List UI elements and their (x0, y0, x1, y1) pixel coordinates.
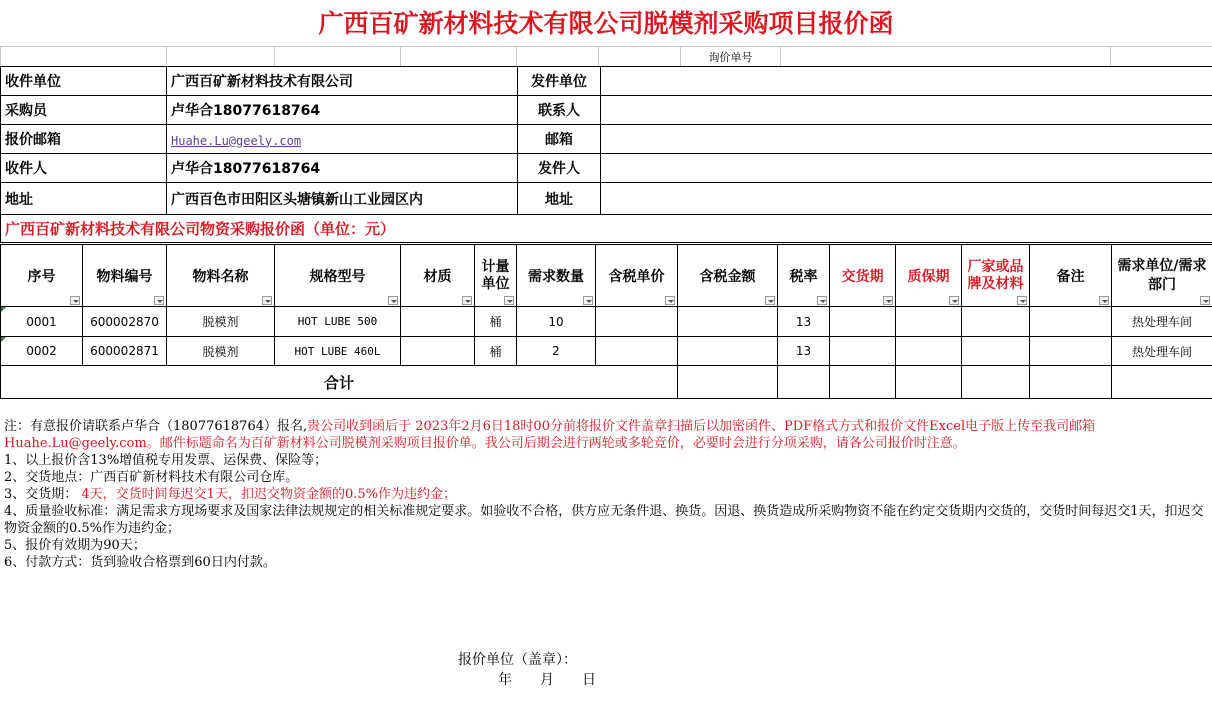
filter-dropdown-icon[interactable] (462, 296, 472, 305)
cell-name[interactable]: 脱模剂 (167, 307, 275, 337)
note-5: 5、报价有效期为90天； (4, 538, 146, 553)
label-recipient: 收件人 (1, 154, 167, 183)
sign-label: 报价单位（盖章）： (458, 652, 577, 668)
label-buyer: 采购员 (1, 96, 167, 125)
header-amount[interactable]: 含税金额 (678, 245, 778, 307)
filter-dropdown-icon[interactable] (949, 296, 959, 305)
inquiry-number-value[interactable] (781, 47, 1111, 67)
cell-warranty[interactable] (896, 337, 962, 366)
cell-material[interactable] (401, 337, 475, 366)
email-link[interactable]: Huahe.Lu@geely.com (171, 133, 302, 148)
label-email: 邮箱 (518, 125, 601, 154)
cell-dept[interactable]: 热处理车间 (1112, 307, 1212, 337)
header-no[interactable]: 序号 (1, 245, 83, 307)
cell-warranty[interactable] (896, 307, 962, 337)
cell-price[interactable] (596, 337, 678, 366)
cell-remark[interactable] (1030, 307, 1112, 337)
cell-code[interactable]: 600002870 (83, 307, 167, 337)
cell-no[interactable]: 0002 (1, 337, 83, 366)
date-label: 年 月 日 (498, 672, 596, 688)
header-name[interactable]: 物料名称 (167, 245, 275, 307)
filter-dropdown-icon[interactable] (504, 296, 514, 305)
section-title: 广西百矿新材料技术有限公司物资采购报价函（单位：元） (1, 215, 1212, 243)
cell-spec[interactable]: HOT LUBE 460L (275, 337, 401, 366)
table-row (1, 307, 1212, 337)
label-address: 地址 (1, 183, 167, 215)
cell-brand[interactable] (962, 307, 1030, 337)
note-3: 3、交货期： 4天，交货时间每迟交1天，扣迟交物资金额的0.5%作为违约金； (4, 487, 456, 502)
note-4: 4、质量验收标准：满足需求方现场要求及国家法律法规规定的相关标准规定要求。如验收不合格，供方应无条件退、换货。因退、换货造成所采购物资不能在约定交货期内交货的，交货时间每迟交1天，扣迟交物资金额的0.5%作为违约金； (4, 504, 1204, 536)
header-warranty[interactable]: 质保期 (896, 245, 962, 307)
label-sender-unit: 发件单位 (518, 67, 601, 96)
value-recipient[interactable]: 卢华合18077618764 (167, 154, 518, 183)
filter-dropdown-icon[interactable] (1017, 296, 1027, 305)
total-label: 合计 (1, 366, 678, 399)
cell-qty[interactable]: 10 (517, 307, 596, 337)
header-remark[interactable]: 备注 (1030, 245, 1112, 307)
value-email[interactable] (601, 125, 1212, 154)
cell-unit[interactable]: 桶 (475, 307, 517, 337)
header-dept[interactable]: 需求单位/需求部门 (1112, 245, 1212, 307)
total-amount[interactable] (678, 366, 778, 399)
filter-dropdown-icon[interactable] (665, 296, 675, 305)
cell-qty[interactable]: 2 (517, 337, 596, 366)
header-material[interactable]: 材质 (401, 245, 475, 307)
filter-dropdown-icon[interactable] (883, 296, 893, 305)
value-address[interactable]: 广西百色市田阳区头塘镇新山工业园区内 (167, 183, 518, 215)
error-indicator-icon (1, 337, 6, 342)
cell-unit[interactable]: 桶 (475, 337, 517, 366)
value-sender-address[interactable] (601, 183, 1212, 215)
value-sender-unit[interactable] (601, 67, 1212, 96)
header-qty[interactable]: 需求数量 (517, 245, 596, 307)
page-title: 广西百矿新材料技术有限公司脱模剂采购项目报价函 (318, 9, 894, 38)
filter-dropdown-icon[interactable] (262, 296, 272, 305)
label-quote-email: 报价邮箱 (1, 125, 167, 154)
filter-dropdown-icon[interactable] (583, 296, 593, 305)
inquiry-row (0, 46, 1212, 67)
value-contact[interactable] (601, 96, 1212, 125)
cell-remark[interactable] (1030, 337, 1112, 366)
cell-dept[interactable]: 热处理车间 (1112, 337, 1212, 366)
filter-dropdown-icon[interactable] (817, 296, 827, 305)
header-code[interactable]: 物料编号 (83, 245, 167, 307)
cell-code[interactable]: 600002871 (83, 337, 167, 366)
filter-dropdown-icon[interactable] (154, 296, 164, 305)
table-row (1, 337, 1212, 366)
label-sender-address: 地址 (518, 183, 601, 215)
filter-dropdown-icon[interactable] (388, 296, 398, 305)
value-recipient-unit[interactable]: 广西百矿新材料技术有限公司 (167, 67, 518, 96)
total-row (1, 366, 1212, 399)
cell-tax[interactable]: 13 (778, 307, 830, 337)
cell-brand[interactable] (962, 337, 1030, 366)
cell-tax[interactable]: 13 (778, 337, 830, 366)
notes (4, 418, 1208, 571)
filter-dropdown-icon[interactable] (765, 296, 775, 305)
error-indicator-icon (1, 307, 6, 312)
value-buyer[interactable]: 卢华合18077618764 (167, 96, 518, 125)
cell-no[interactable]: 0001 (1, 307, 83, 337)
header-tax[interactable]: 税率 (778, 245, 830, 307)
header-price[interactable]: 含税单价 (596, 245, 678, 307)
cell-amount[interactable] (678, 307, 778, 337)
cell-delivery[interactable] (830, 337, 896, 366)
note-2: 2、交货地点：广西百矿新材料技术有限公司仓库。 (4, 470, 299, 485)
notes-intro: 注：有意报价请联系卢华合（18077618764）报名,贵公司收到函后于 2023年2月6日18时00分前将报价文件盖章扫描后以加密函件、PDF格式方式和报价文件Excel电子版上传至我司邮箱Huahe.Lu@geely.com。邮件标题命名为百矿新材料公司脱模剂采购项目报价单。我公司后期会进行两轮或多轮竞价，必要时会进行分项采购，请各公司报价时注意。 (4, 419, 1096, 451)
label-contact: 联系人 (518, 96, 601, 125)
cell-amount[interactable] (678, 337, 778, 366)
value-sender[interactable] (601, 154, 1212, 183)
cell-delivery[interactable] (830, 307, 896, 337)
note-6: 6、付款方式：货到验收合格票到60日内付款。 (4, 555, 276, 570)
filter-dropdown-icon[interactable] (70, 296, 80, 305)
header-spec[interactable]: 规格型号 (275, 245, 401, 307)
header-delivery[interactable]: 交货期 (830, 245, 896, 307)
info-table (0, 66, 1212, 243)
cell-spec[interactable]: HOT LUBE 500 (275, 307, 401, 337)
cell-material[interactable] (401, 307, 475, 337)
value-quote-email[interactable] (167, 125, 518, 154)
cell-name[interactable]: 脱模剂 (167, 337, 275, 366)
cell-price[interactable] (596, 307, 678, 337)
header-unit[interactable]: 计量单位 (475, 245, 517, 307)
filter-dropdown-icon[interactable] (1099, 296, 1109, 305)
note-1: 1、以上报价含13%增值税专用发票、运保费、保险等； (4, 453, 328, 468)
items-table (0, 244, 1212, 399)
label-sender: 发件人 (518, 154, 601, 183)
label-recipient-unit: 收件单位 (1, 67, 167, 96)
signature-block (458, 650, 596, 690)
header-brand[interactable]: 厂家或品牌及材料 (962, 245, 1030, 307)
filter-dropdown-icon[interactable] (1200, 296, 1210, 305)
inquiry-label: 询价单号 (681, 47, 781, 67)
